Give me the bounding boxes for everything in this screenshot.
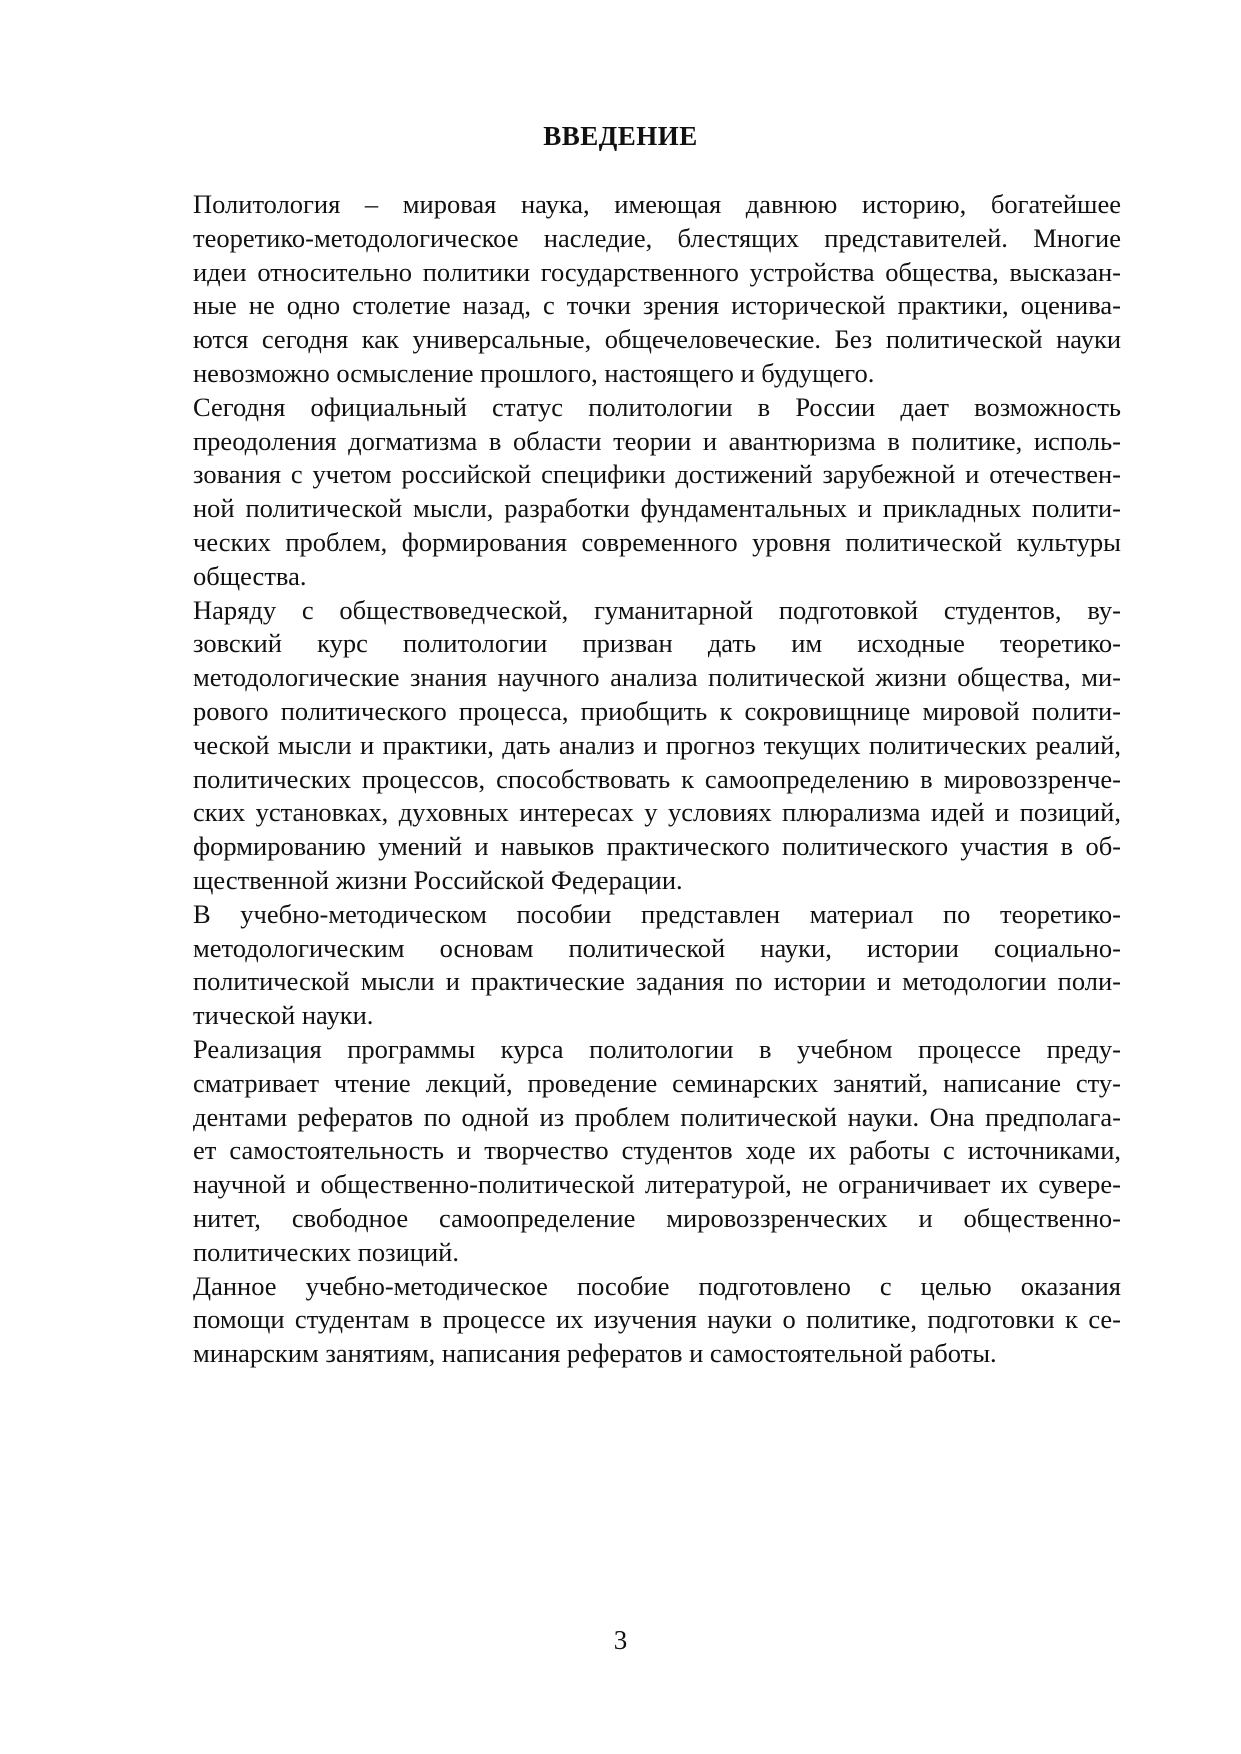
- text-line: методологические знания научного анализа политической жизни общества, ми-: [193, 662, 1121, 693]
- paragraph-4: [133, 898, 1121, 1033]
- text-line: ются сегодня как универсальные, общечеловеческие. Без политической науки: [193, 324, 1121, 355]
- paragraph-2: [133, 391, 1121, 594]
- text-line: политических процессов, способствовать к самоопределению в мировоззренче-: [193, 763, 1121, 794]
- text-line: ной политической мысли, разработки фундаментальных и прикладных полити-: [193, 493, 1121, 524]
- page-title: ВВЕДЕНИЕ: [543, 121, 698, 151]
- text-line: тической науки.: [193, 1000, 374, 1031]
- text-line: сматривает чтение лекций, проведение семинарских занятий, написание сту-: [193, 1067, 1121, 1098]
- text-line: Сегодня официальный статус политологии в России дает возможность: [193, 391, 1121, 422]
- text-line: щественной жизни Российской Федерации.: [193, 864, 683, 895]
- text-line: Реализация программы курса политологии в учебном процессе преду-: [193, 1033, 1121, 1064]
- text-line: Наряду с обществоведческой, гуманитарной подготовкой студентов, ву-: [193, 594, 1121, 625]
- text-line: В учебно-методическом пособии представлен материал по теоретико-: [193, 898, 1121, 929]
- text-line: научной и общественно-политической литературой, не ограничивает их сувере-: [193, 1169, 1121, 1200]
- text-line: дентами рефератов по одной из проблем политической науки. Она предполага-: [193, 1101, 1121, 1132]
- text-line: нитет, свободное самоопределение мировоззренческих и общественно-: [193, 1202, 1121, 1233]
- text-line: Политология – мировая наука, имеющая давнюю историю, богатейшее: [193, 189, 1121, 219]
- body-text: [133, 188, 1121, 1371]
- text-line: ные не одно столетие назад, с точки зрения исторической практики, оценива-: [193, 290, 1121, 321]
- text-line: ческих проблем, формирования современного уровня политической культуры: [193, 526, 1121, 557]
- text-line: методологическим основам политической науки, истории социально-: [193, 932, 1121, 963]
- text-line: политических позиций.: [193, 1236, 459, 1267]
- paragraph-5: [133, 1033, 1121, 1270]
- text-line: формированию умений и навыков практического политического участия в об-: [193, 831, 1121, 862]
- paragraph-6: [133, 1270, 1121, 1371]
- paragraph-3: [133, 594, 1121, 898]
- text-line: зования с учетом российской специфики достижений зарубежной и отечествен-: [193, 459, 1121, 490]
- text-line: минарским занятиям, написания рефератов и самостоятельной работы.: [193, 1338, 997, 1369]
- paragraph-1: [133, 188, 1121, 391]
- text-line: зовский курс политологии призван дать им исходные теоретико-: [193, 628, 1121, 659]
- text-line: ских установках, духовных интересах у условиях плюрализма идей и позиций,: [193, 797, 1121, 828]
- text-line: теоретико-методологическое наследие, блестящих представителей. Многие: [193, 222, 1121, 253]
- text-line: рового политического процесса, приобщить к сокровищнице мировой полити-: [193, 695, 1121, 726]
- text-line: идеи относительно политики государственного устройства общества, высказан-: [193, 256, 1121, 287]
- text-line: невозможно осмысление прошлого, настоящего и будущего.: [193, 357, 875, 388]
- page-number: 3: [613, 1625, 628, 1655]
- text-line: ет самостоятельность и творчество студентов ходе их работы с источниками,: [193, 1135, 1121, 1166]
- text-line: Данное учебно-методическое пособие подготовлено с целью оказания: [193, 1270, 1121, 1301]
- text-line: ческой мысли и практики, дать анализ и прогноз текущих политических реалий,: [193, 729, 1121, 760]
- text-line: общества.: [193, 560, 307, 591]
- text-line: помощи студентам в процессе их изучения науки о политике, подготовки к се-: [193, 1304, 1121, 1335]
- text-line: преодоления догматизма в области теории и авантюризма в политике, исполь-: [193, 425, 1121, 456]
- text-line: политической мысли и практические задания по истории и методологии поли-: [193, 966, 1121, 997]
